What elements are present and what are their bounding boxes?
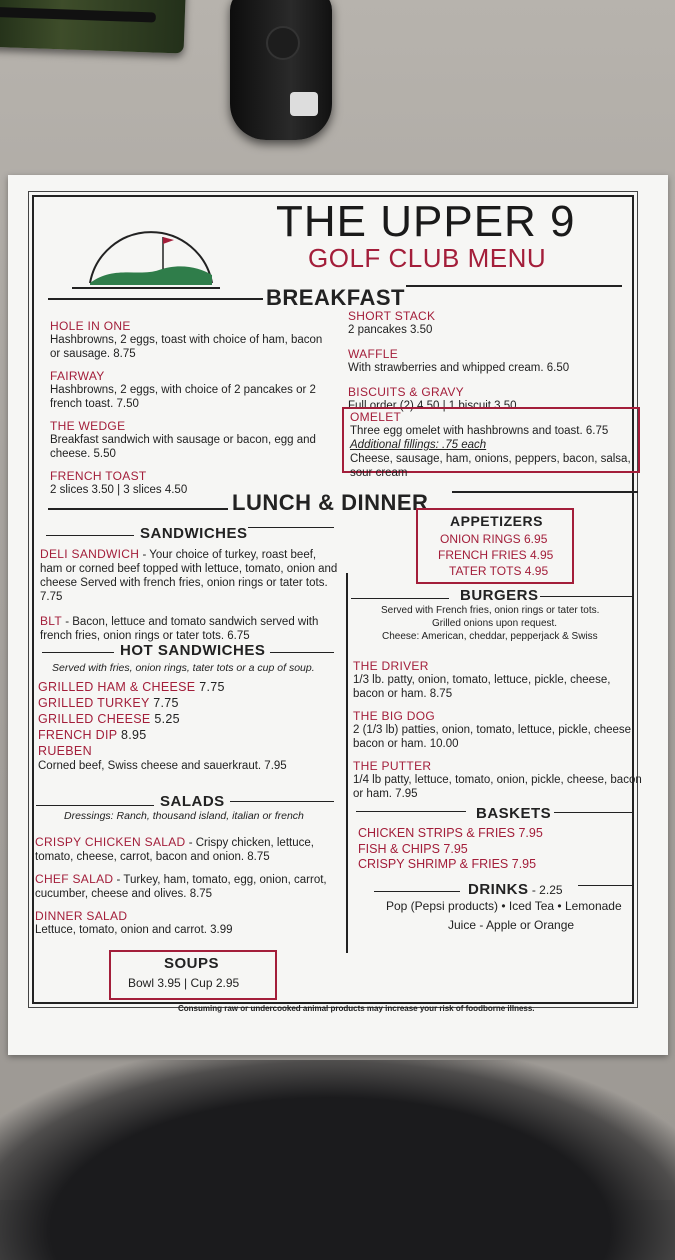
burger-item bbox=[353, 709, 643, 751]
item-name: DELI SANDWICH bbox=[40, 547, 140, 561]
sandwiches-list bbox=[40, 547, 340, 643]
item-desc: Hashbrowns, 2 eggs, toast with choice of ham, bacon or sausage. 8.75 bbox=[50, 334, 323, 360]
baskets-rule-right bbox=[554, 812, 632, 813]
hot-item bbox=[38, 711, 338, 727]
item-desc: - Crispy chicken, lettuce, tomato, cheese, carrot, bacon and onion. 8.75 bbox=[35, 837, 314, 863]
item-name: THE DRIVER bbox=[353, 659, 429, 673]
item-desc: 1/3 lb. patty, onion, tomato, lettuce, pickle, cheese, bacon or ham. 8.75 bbox=[353, 674, 611, 700]
item-price: 7.75 bbox=[199, 680, 225, 694]
soups-prices: Bowl 3.95 | Cup 2.95 bbox=[128, 976, 240, 990]
item-name: WAFFLE bbox=[348, 347, 399, 361]
item-name: GRILLED CHEESE bbox=[38, 712, 151, 726]
item-price: 7.75 bbox=[153, 696, 179, 710]
salads-note: Dressings: Ranch, thousand island, italian or french bbox=[64, 810, 304, 822]
appetizers-heading: APPETIZERS bbox=[450, 513, 543, 529]
lunch-heading: LUNCH & DINNER bbox=[232, 490, 429, 515]
burger-item bbox=[353, 659, 643, 701]
drinks-price: - 2.25 bbox=[528, 883, 563, 897]
dinner-salad-name: DINNER SALAD bbox=[35, 909, 128, 923]
salads-list bbox=[35, 835, 335, 937]
breakfast-item bbox=[50, 419, 330, 461]
item-name: GRILLED TURKEY bbox=[38, 696, 150, 710]
appetizer-item: FRENCH FRIES 4.95 bbox=[438, 548, 554, 562]
foreground-shadow bbox=[0, 1060, 675, 1260]
hot-item bbox=[38, 727, 338, 743]
item-name: CHEF SALAD bbox=[35, 872, 114, 886]
burgers-note: Served with French fries, onion rings or tater tots. bbox=[381, 605, 600, 616]
item-name: FRENCH DIP bbox=[38, 728, 118, 742]
drinks-line: Pop (Pepsi products) • Iced Tea • Lemonade bbox=[386, 899, 622, 913]
hot-item bbox=[38, 679, 338, 695]
burgers-rule-right bbox=[540, 596, 632, 597]
breakfast-item bbox=[50, 369, 330, 411]
breakfast-heading: BREAKFAST bbox=[266, 285, 405, 310]
column-divider bbox=[346, 573, 348, 953]
rueben-name: RUEBEN bbox=[38, 744, 92, 758]
omelet-fillings-label: Additional fillings: .75 each bbox=[350, 439, 487, 451]
hot-rule-left bbox=[42, 652, 114, 653]
appetizer-item: ONION RINGS 6.95 bbox=[440, 532, 548, 546]
drinks-line: Juice - Apple or Orange bbox=[448, 918, 575, 932]
item-price: 5.25 bbox=[154, 712, 180, 726]
item-desc: - Your choice of turkey, roast beef, ham or corned beef topped with lettuce, tomato, onion and cheese Served with french fries, onion rings or tater tots. 7.75 bbox=[40, 549, 338, 603]
item-name: THE WEDGE bbox=[50, 419, 126, 433]
burgers-note: Grilled onions upon request. bbox=[432, 618, 558, 629]
item-desc: 2 slices 3.50 | 3 slices 4.50 bbox=[50, 484, 188, 496]
golf-logo-icon bbox=[84, 215, 219, 285]
burgers-list bbox=[353, 659, 643, 801]
item-desc: 2 pancakes 3.50 bbox=[348, 324, 433, 336]
item-name: SHORT STACK bbox=[348, 309, 436, 323]
menu-paper bbox=[8, 175, 668, 1055]
salad-item bbox=[35, 872, 335, 901]
breakfast-item bbox=[50, 319, 330, 361]
burgers-heading: BURGERS bbox=[460, 587, 539, 604]
breakfast-left-list bbox=[50, 319, 330, 497]
item-desc: - Turkey, ham, tomato, egg, onion, carrot, cucumber, cheese and olives. 8.75 bbox=[35, 874, 327, 900]
breakfast-right-list bbox=[348, 309, 628, 413]
baskets-heading: BASKETS bbox=[476, 805, 552, 822]
tray-rim bbox=[0, 7, 156, 23]
drinks-rule-right bbox=[578, 885, 632, 886]
car-key-fob bbox=[230, 0, 332, 140]
burger-item bbox=[353, 759, 643, 801]
item-name: GRILLED HAM & CHEESE bbox=[38, 680, 196, 694]
menu-subtitle: GOLF CLUB MENU bbox=[308, 243, 547, 273]
tray-object bbox=[0, 0, 186, 54]
item-name: THE BIG DOG bbox=[353, 709, 435, 723]
hot-list bbox=[38, 679, 338, 773]
item-desc: - Bacon, lettuce and tomato sandwich served with french fries, onion rings or tater tots. 6.75 bbox=[40, 616, 319, 642]
breakfast-rule-left bbox=[48, 298, 263, 300]
item-desc: Hashbrowns, 2 eggs, with choice of 2 pancakes or 2 french toast. 7.50 bbox=[50, 384, 316, 410]
item-desc: 2 (1/3 lb) patties, onion, tomato, lettuce, pickle, cheese, bacon or ham. 10.00 bbox=[353, 724, 635, 750]
omelet-item bbox=[350, 410, 634, 480]
sandwiches-heading: SANDWICHES bbox=[140, 525, 248, 542]
hot-note: Served with fries, onion rings, tater tots or a cup of soup. bbox=[52, 662, 315, 674]
hot-heading: HOT SANDWICHES bbox=[120, 642, 266, 659]
key-lock-button bbox=[266, 26, 300, 60]
lunch-rule-right bbox=[452, 491, 638, 493]
basket-item: FISH & CHIPS 7.95 bbox=[358, 842, 468, 856]
item-name: BISCUITS & GRAVY bbox=[348, 385, 464, 399]
omelet-desc: Three egg omelet with hashbrowns and toast. 6.75 bbox=[350, 425, 609, 437]
item-name: FAIRWAY bbox=[50, 369, 105, 383]
menu-title: THE UPPER 9 bbox=[276, 197, 576, 246]
breakfast-item bbox=[348, 309, 628, 337]
breakfast-rule-right bbox=[406, 285, 622, 287]
drinks-rule-left bbox=[374, 891, 460, 892]
salads-rule-left bbox=[36, 805, 154, 806]
disclaimer: Consuming raw or undercooked animal products may increase your risk of foodborne illness. bbox=[178, 1004, 535, 1013]
burgers-rule-left bbox=[351, 598, 449, 599]
item-desc: 1/4 lb patty, lettuce, tomato, onion, pickle, cheese, bacon or ham. 7.95 bbox=[353, 774, 642, 800]
omelet-name: OMELET bbox=[350, 410, 402, 424]
item-name: HOLE IN ONE bbox=[50, 319, 131, 333]
sandwiches-rule-right bbox=[248, 527, 334, 528]
item-name: CRISPY CHICKEN SALAD bbox=[35, 835, 186, 849]
sandwich-item bbox=[40, 614, 340, 643]
dinner-salad-desc: Lettuce, tomato, onion and carrot. 3.99 bbox=[35, 924, 233, 936]
sandwich-item bbox=[40, 547, 340, 604]
salads-rule-right bbox=[230, 801, 334, 802]
burgers-note: Cheese: American, cheddar, pepperjack & Swiss bbox=[382, 631, 598, 642]
hot-rule-right bbox=[270, 652, 334, 653]
drinks-heading-line bbox=[468, 881, 563, 898]
item-name: FRENCH TOAST bbox=[50, 469, 147, 483]
sandwiches-rule-left bbox=[46, 535, 134, 536]
omelet-fillings: Cheese, sausage, ham, onions, peppers, bacon, salsa, sour cream bbox=[350, 453, 631, 479]
hot-item bbox=[38, 695, 338, 711]
item-desc: Breakfast sandwich with sausage or bacon, egg and cheese. 5.50 bbox=[50, 434, 316, 460]
drinks-heading: DRINKS bbox=[468, 881, 529, 898]
item-desc: Full order (2) 4.50 | 1 biscuit 3.50 bbox=[348, 400, 517, 412]
lunch-rule-left bbox=[48, 508, 228, 510]
rueben-desc: Corned beef, Swiss cheese and sauerkraut. 7.95 bbox=[38, 760, 287, 772]
salads-heading: SALADS bbox=[160, 793, 225, 810]
item-name: BLT bbox=[40, 614, 63, 628]
logo-underline bbox=[72, 287, 220, 289]
appetizer-item: TATER TOTS 4.95 bbox=[449, 564, 549, 578]
baskets-rule-left bbox=[356, 811, 466, 812]
item-desc: With strawberries and whipped cream. 6.50 bbox=[348, 362, 570, 374]
salad-item bbox=[35, 835, 335, 864]
basket-item: CHICKEN STRIPS & FRIES 7.95 bbox=[358, 826, 543, 840]
key-blade bbox=[290, 92, 318, 116]
soups-heading: SOUPS bbox=[164, 955, 220, 972]
item-name: THE PUTTER bbox=[353, 759, 432, 773]
basket-item: CRISPY SHRIMP & FRIES 7.95 bbox=[358, 857, 537, 871]
breakfast-item bbox=[348, 347, 628, 375]
item-price: 8.95 bbox=[120, 728, 147, 742]
